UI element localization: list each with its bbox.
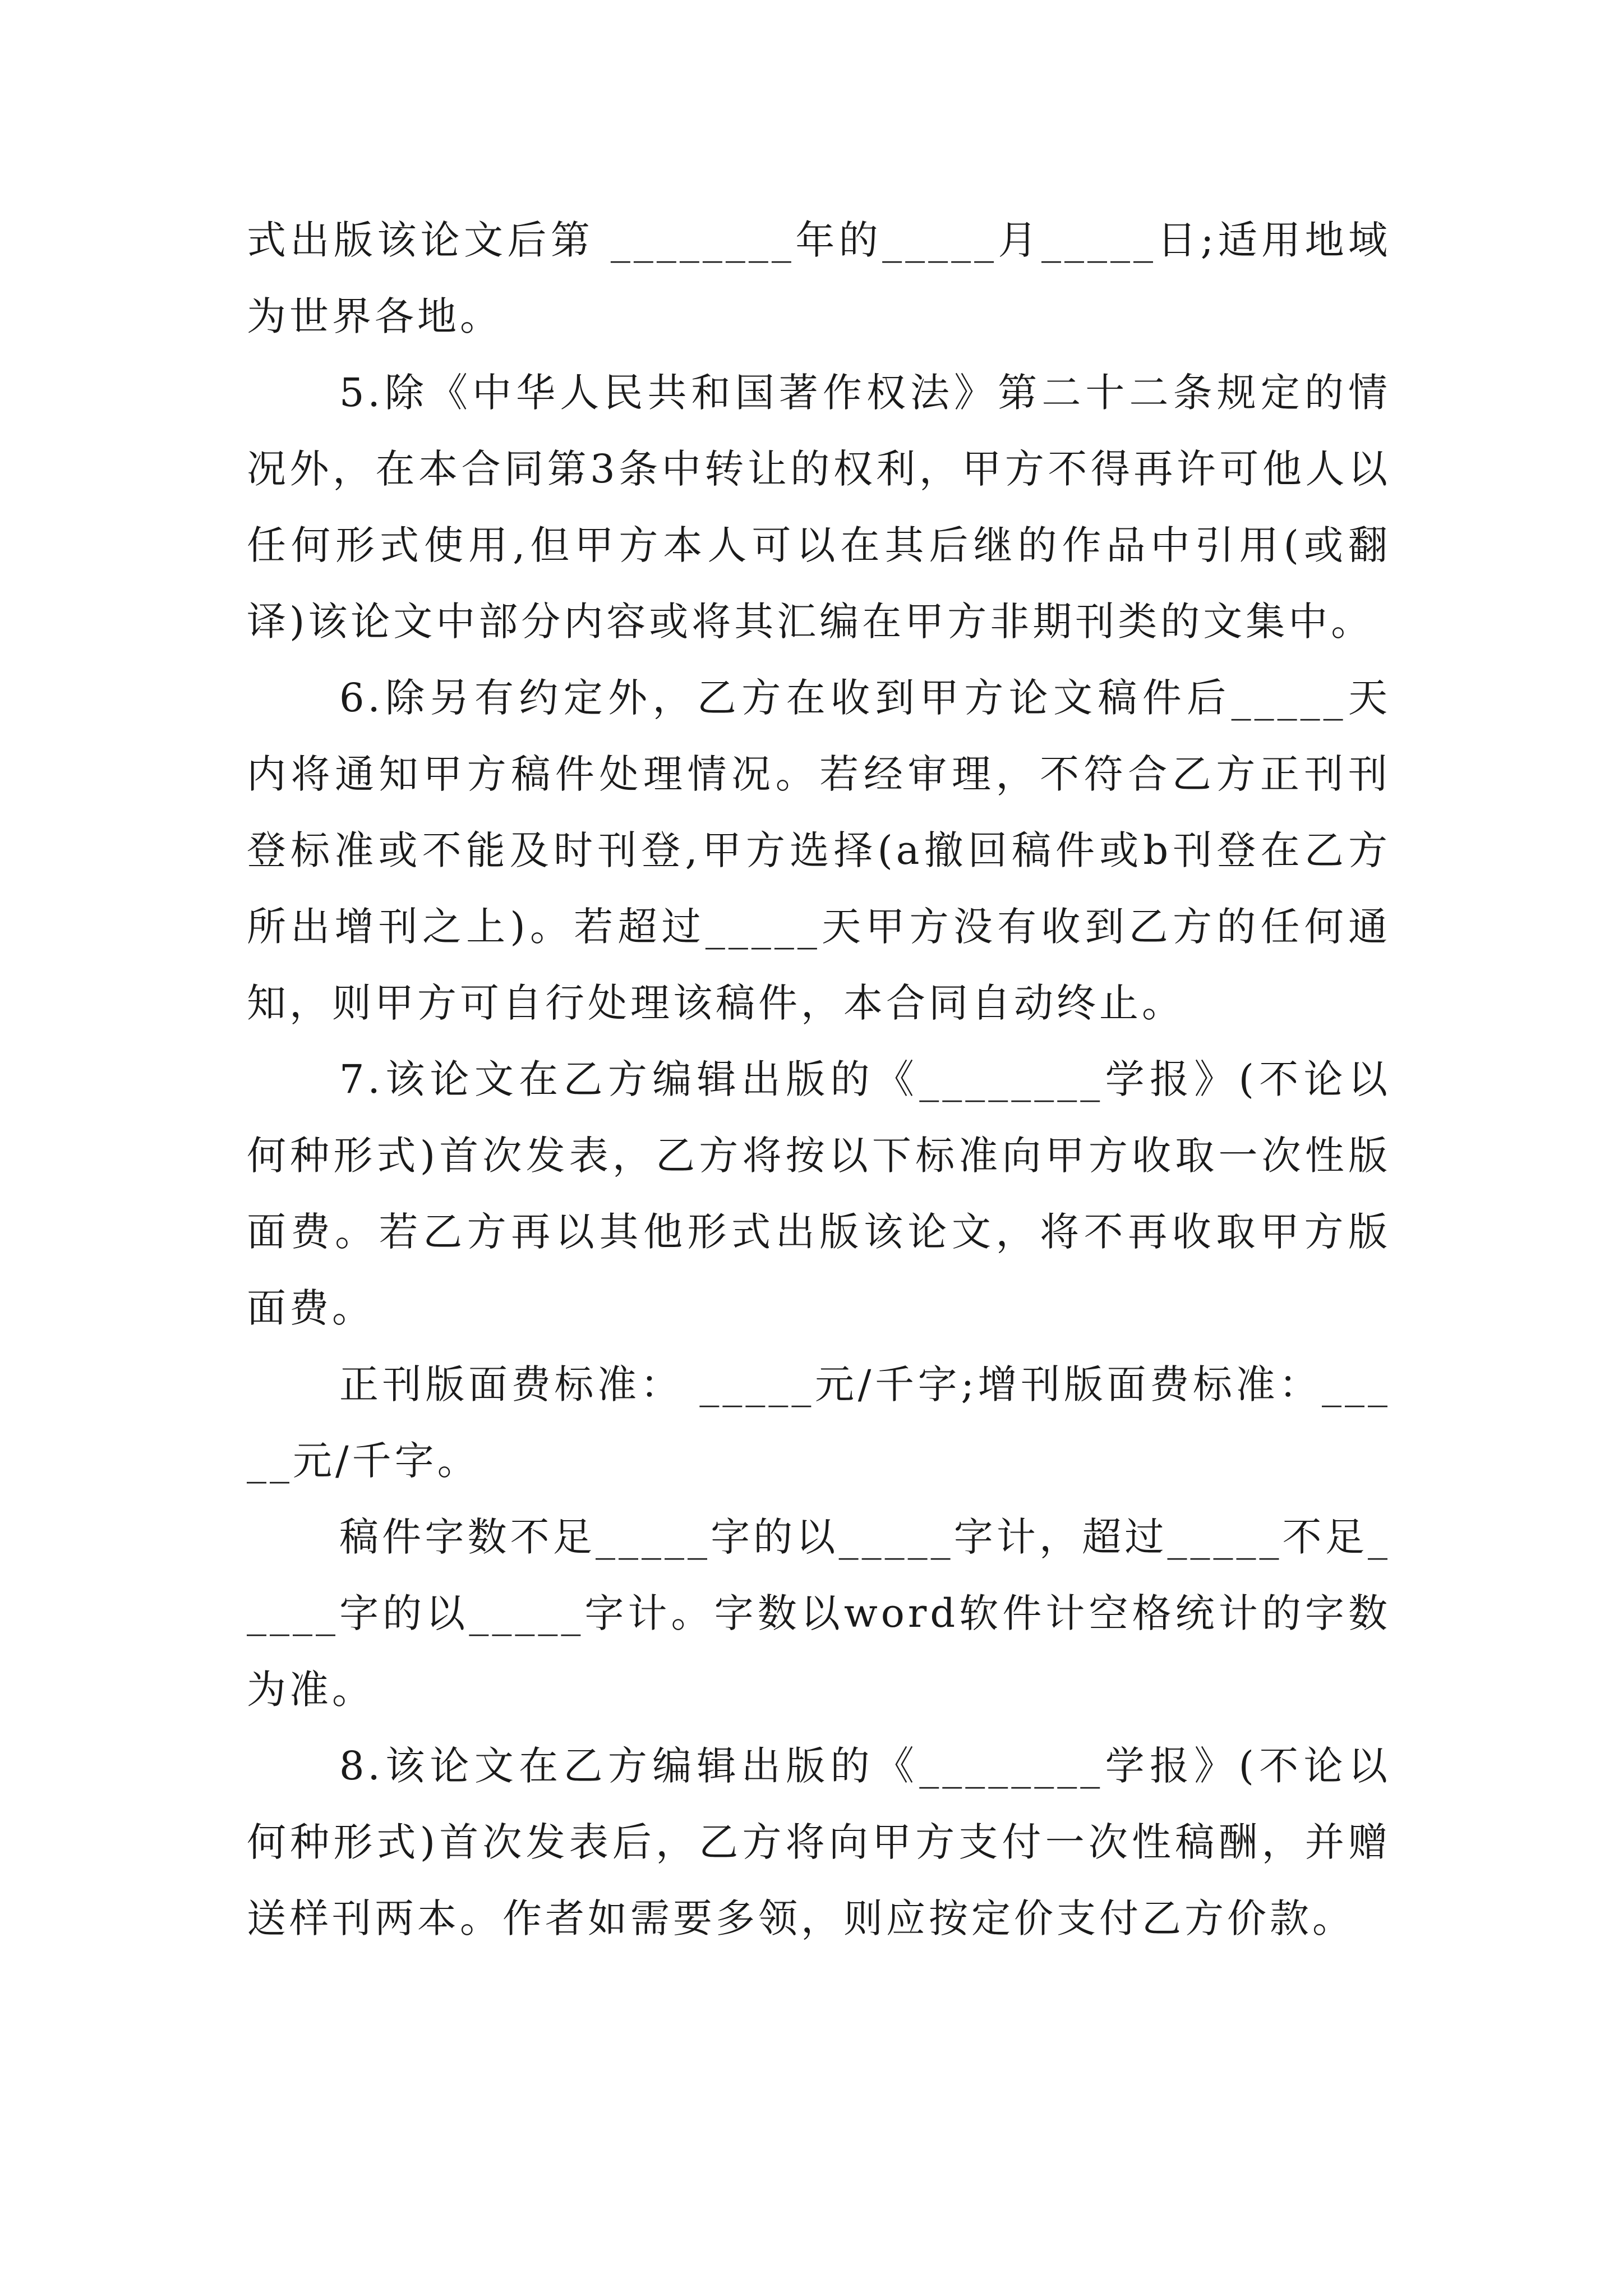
contract-body [247, 202, 1391, 1957]
clause-8: 8.该论文在乙方编辑出版的《________学报》(不论以何种形式)首次发表后，乙方将向甲方支付一次性稿酬，并赠送样刊两本。作者如需要多领，则应按定价支付乙方价款。 [247, 1743, 1391, 1941]
clause-7: 7.该论文在乙方编辑出版的《________学报》(不论以何种形式)首次发表，乙方将按以下标准向甲方收取一次性版面费。若乙方再以其他形式出版该论文，将不再收取甲方版面费。 [247, 1056, 1391, 1331]
clause-6: 6.除另有约定外，乙方在收到甲方论文稿件后_____天内将通知甲方稿件处理情况。若经审理，不符合乙方正刊刊登标准或不能及时刊登,甲方选择(a撤回稿件或b刊登在乙方所出增刊之上)。若超过_____天甲方没有收到乙方的任何通知，则甲方可自行处理该稿件，本合同自动终止。 [247, 675, 1391, 1026]
clause-7-word-count: 稿件字数不足_____字的以_____字计，超过_____不足_____字的以_____字计。字数以word软件计空格统计的字数为准。 [247, 1514, 1391, 1713]
clause-7-fee-standard: 正刊版面费标准： _____元/千字;增刊版面费标准：_____元/千字。 [247, 1361, 1391, 1484]
clause-5: 5.除《中华人民共和国著作权法》第二十二条规定的情况外，在本合同第3条中转让的权利，甲方不得再许可他人以任何形式使用,但甲方本人可以在其后继的作品中引用(或翻译)该论文中部分内容或将其汇编在甲方非期刊类的文集中。 [247, 370, 1391, 645]
paragraph-continuation: 式出版该论文后第 ________年的_____月_____日;适用地域为世界各地。 [247, 217, 1391, 339]
